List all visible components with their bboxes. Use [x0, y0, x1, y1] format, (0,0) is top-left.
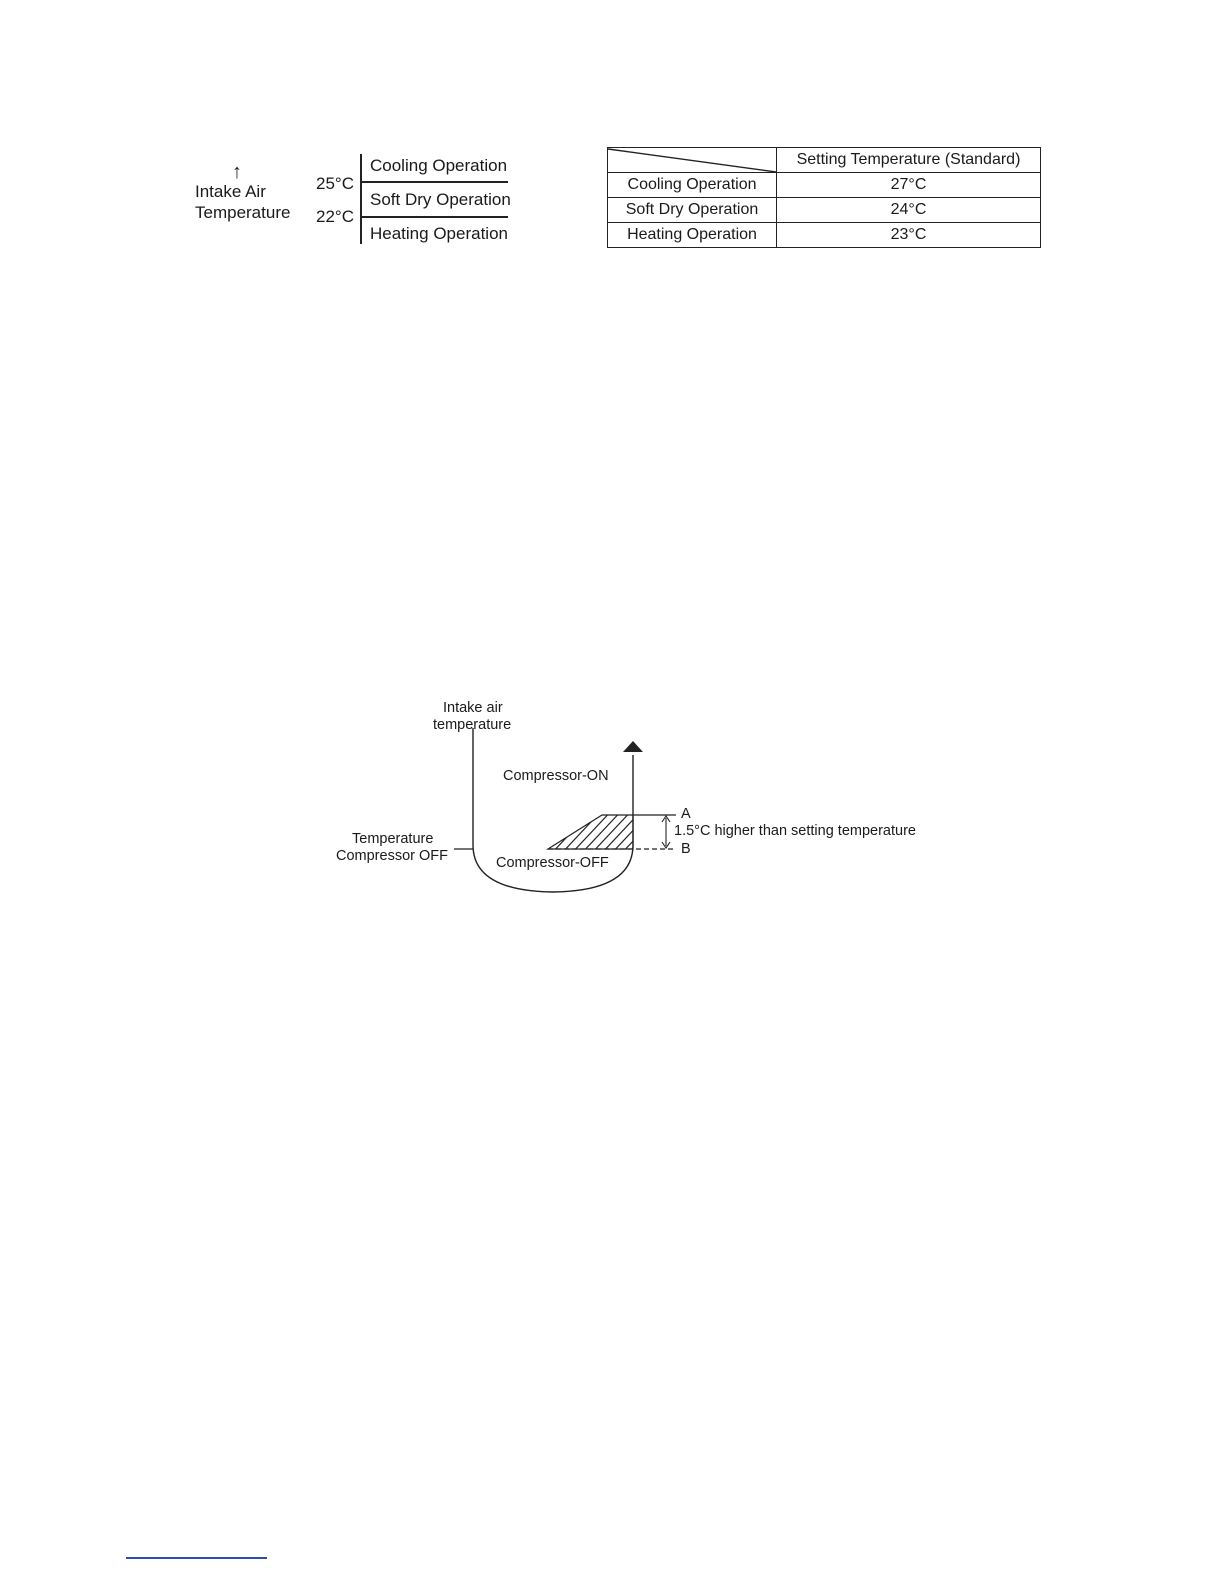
difference-note: 1.5°C higher than setting temperature	[674, 823, 916, 839]
corner-diagonal-line	[608, 148, 776, 172]
compressor-diagram-graphic	[330, 695, 950, 905]
arrow-up-icon	[623, 741, 643, 752]
y-axis-label-line1: Intake air	[443, 700, 503, 716]
mode-heating: Heating Operation	[370, 224, 508, 243]
point-b-label: B	[681, 841, 691, 857]
table-header-setting-temperature: Setting Temperature (Standard)	[777, 148, 1041, 173]
table-cell-operation: Soft Dry Operation	[608, 198, 777, 223]
table-cell-operation: Heating Operation	[608, 223, 777, 248]
threshold-lower: 22°C	[316, 207, 354, 226]
mode-divider-vertical	[360, 154, 362, 244]
table-row	[608, 223, 1041, 248]
table-cell-temperature: 23°C	[777, 223, 1041, 248]
axis-label-temperature: Temperature	[195, 203, 291, 222]
axis-label-intake-air: Intake Air	[195, 182, 266, 201]
mode-divider-upper	[360, 181, 508, 183]
mode-cooling: Cooling Operation	[370, 156, 508, 175]
up-arrow-icon: ↑	[232, 161, 242, 183]
y-axis-label-line2: temperature	[433, 717, 512, 733]
mode-soft-dry: Soft Dry Operation	[370, 190, 511, 209]
compressor-control-diagram	[330, 695, 950, 905]
compressor-off-label: Compressor-OFF	[496, 855, 609, 871]
setting-temperature-table	[607, 147, 1041, 248]
table-cell-temperature: 27°C	[777, 173, 1041, 198]
table-cell-operation: Cooling Operation	[608, 173, 777, 198]
left-label-line2: Compressor OFF	[336, 848, 448, 864]
left-label-line1: Temperature	[352, 831, 434, 847]
point-a-label: A	[681, 806, 691, 822]
table-row	[608, 173, 1041, 198]
table-row	[608, 198, 1041, 223]
mode-selection-diagram	[190, 150, 530, 250]
mode-divider-lower	[360, 216, 508, 218]
table-cell-temperature: 24°C	[777, 198, 1041, 223]
compressor-on-label: Compressor-ON	[503, 768, 609, 784]
threshold-upper: 25°C	[316, 174, 354, 193]
table-corner-cell	[608, 148, 777, 173]
table-header-row	[608, 148, 1041, 173]
footer-rule	[126, 1557, 267, 1559]
